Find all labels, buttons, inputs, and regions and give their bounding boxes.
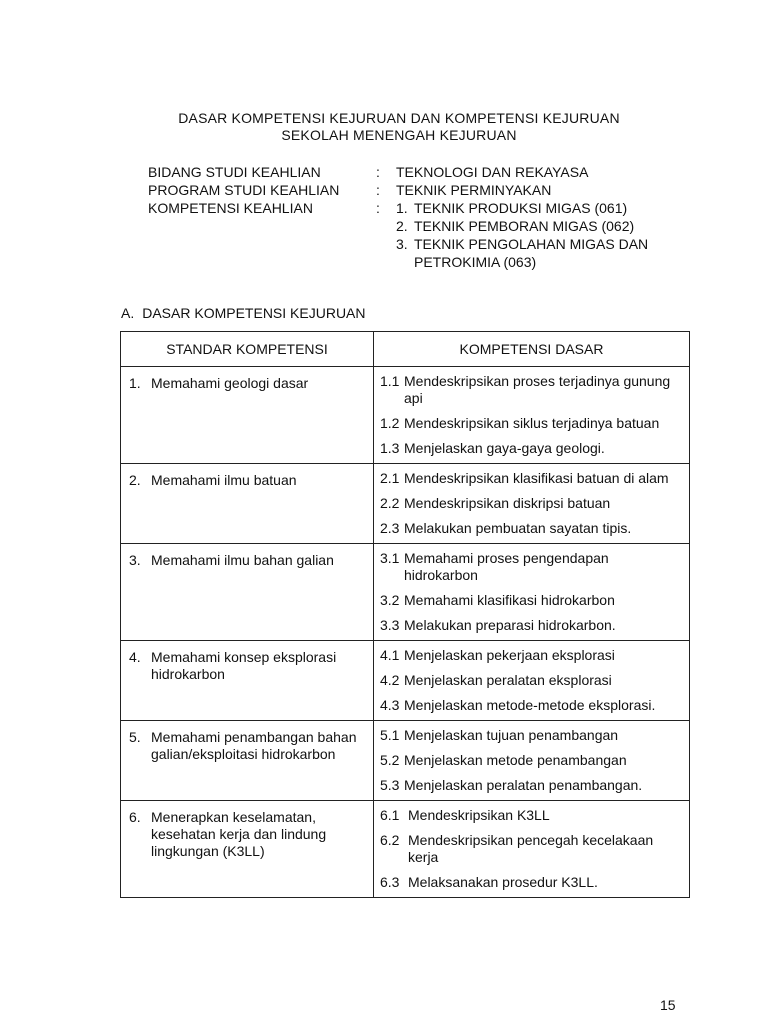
kompetensi-dasar-number: 1.3	[380, 440, 400, 456]
kompetensi-dasar-cell	[374, 367, 690, 464]
kompetensi-dasar-text: Menjelaskan metode penambangan	[404, 752, 627, 768]
table-row	[121, 464, 690, 544]
kompetensi-dasar-item	[380, 592, 683, 609]
kompetensi-dasar-item	[380, 752, 683, 769]
kompetensi-dasar-text: Mendeskripsikan klasifikasi batuan di alam	[404, 470, 669, 486]
document-title-line-1: DASAR KOMPETENSI KEJURUAN DAN KOMPETENSI KEJURUAN	[178, 110, 620, 126]
kompetensi-dasar-item	[380, 495, 683, 512]
standar-kompetensi-item	[129, 552, 367, 569]
kompetensi-dasar-item	[380, 550, 683, 584]
kompetensi-item-text: TEKNIK PEMBORAN MIGAS (062)	[414, 218, 635, 234]
table-row	[121, 801, 690, 898]
kompetensi-dasar-number: 6.3	[380, 874, 400, 890]
kompetensi-item-num: 1.	[396, 200, 408, 216]
table-row	[121, 367, 690, 464]
kompetensi-dasar-number: 2.3	[380, 520, 400, 536]
kompetensi-dasar-item	[380, 470, 683, 487]
standar-kompetensi-cell	[121, 641, 374, 721]
standar-kompetensi-cell	[121, 464, 374, 544]
kompetensi-dasar-text: Menjelaskan pekerjaan eksplorasi	[404, 647, 615, 663]
kompetensi-dasar-number: 4.1	[380, 647, 400, 663]
page-number: 15	[660, 997, 676, 1013]
kompetensi-dasar-cell	[374, 641, 690, 721]
kompetensi-dasar-text: Melakukan pembuatan sayatan tipis.	[404, 520, 632, 536]
section-heading	[121, 305, 366, 321]
kompetensi-dasar-number: 1.2	[380, 415, 400, 431]
section-title: DASAR KOMPETENSI KEJURUAN	[142, 305, 366, 321]
kompetensi-dasar-text: Mendeskripsikan pencegah kecelakaan kerja	[408, 832, 654, 865]
standar-kompetensi-number: 4.	[129, 649, 141, 665]
table-header-row	[121, 332, 690, 367]
kompetensi-item-continuation: PETROKIMIA (063)	[414, 254, 537, 270]
kompetensi-dasar-number: 5.3	[380, 777, 400, 793]
kompetensi-dasar-number: 2.1	[380, 470, 400, 486]
kompetensi-dasar-item	[380, 697, 683, 714]
standar-kompetensi-text: Memahami penambangan bahan galian/eksploitasi hidrokarbon	[151, 729, 357, 762]
kompetensi-dasar-cell	[374, 464, 690, 544]
standar-kompetensi-cell	[121, 544, 374, 641]
standar-kompetensi-number: 2.	[129, 472, 141, 488]
kompetensi-dasar-text: Menjelaskan peralatan eksplorasi	[404, 672, 612, 688]
kompetensi-dasar-item	[380, 415, 683, 432]
kompetensi-dasar-item	[380, 440, 683, 457]
standar-kompetensi-cell	[121, 721, 374, 801]
kompetensi-dasar-item	[380, 807, 683, 824]
kompetensi-dasar-number: 6.2	[380, 832, 400, 848]
kompetensi-dasar-item	[380, 874, 683, 891]
kompetensi-dasar-item	[380, 520, 683, 537]
kompetensi-item-num: 2.	[396, 218, 408, 234]
table-row	[121, 544, 690, 641]
colon: :	[376, 200, 380, 216]
header-kompetensi-dasar: KOMPETENSI DASAR	[374, 332, 690, 367]
kompetensi-dasar-text: Mendeskripsikan proses terjadinya gunung api	[404, 373, 671, 406]
kompetensi-dasar-number: 6.1	[380, 807, 400, 823]
section-letter: A.	[121, 305, 135, 321]
kompetensi-dasar-number: 3.1	[380, 550, 400, 566]
kompetensi-item-text: TEKNIK PENGOLAHAN MIGAS DAN	[414, 236, 649, 252]
kompetensi-dasar-item	[380, 727, 683, 744]
kompetensi-item-num: 3.	[396, 236, 408, 252]
table-body	[121, 367, 690, 898]
standar-kompetensi-item	[129, 729, 367, 763]
colon: :	[376, 182, 380, 198]
kompetensi-dasar-item	[380, 373, 683, 407]
standar-kompetensi-item	[129, 649, 367, 683]
kompetensi-dasar-text: Memahami proses pengendapan hidrokarbon	[404, 550, 609, 583]
kompetensi-dasar-item	[380, 832, 683, 866]
competency-table	[120, 331, 690, 898]
standar-kompetensi-item	[129, 375, 367, 392]
kompetensi-dasar-text: Melaksanakan prosedur K3LL.	[408, 874, 598, 890]
bidang-value: TEKNOLOGI DAN REKAYASA	[396, 164, 589, 180]
kompetensi-dasar-number: 3.3	[380, 617, 400, 633]
standar-kompetensi-number: 1.	[129, 375, 141, 391]
kompetensi-dasar-number: 1.1	[380, 373, 400, 389]
document-title-line-2: SEKOLAH MENENGAH KEJURUAN	[281, 127, 517, 143]
program-label: PROGRAM STUDI KEAHLIAN	[148, 182, 340, 198]
kompetensi-dasar-text: Memahami klasifikasi hidrokarbon	[404, 592, 615, 608]
kompetensi-label: KOMPETENSI KEAHLIAN	[148, 200, 313, 216]
kompetensi-dasar-text: Mendeskripsikan siklus terjadinya batuan	[404, 415, 660, 431]
standar-kompetensi-number: 3.	[129, 552, 141, 568]
standar-kompetensi-text: Menerapkan keselamatan, kesehatan kerja dan lindung lingkungan (K3LL)	[151, 809, 327, 859]
kompetensi-dasar-cell	[374, 721, 690, 801]
standar-kompetensi-number: 5.	[129, 729, 141, 745]
kompetensi-item-text: TEKNIK PRODUKSI MIGAS (061)	[414, 200, 628, 216]
program-value: TEKNIK PERMINYAKAN	[396, 182, 552, 198]
kompetensi-dasar-text: Menjelaskan gaya-gaya geologi.	[404, 440, 605, 456]
kompetensi-dasar-text: Menjelaskan tujuan penambangan	[404, 727, 619, 743]
kompetensi-dasar-text: Menjelaskan metode-metode eksplorasi.	[404, 697, 656, 713]
kompetensi-dasar-cell	[374, 544, 690, 641]
standar-kompetensi-item	[129, 809, 367, 860]
standar-kompetensi-text: Memahami ilmu batuan	[151, 472, 297, 488]
kompetensi-dasar-number: 5.2	[380, 752, 400, 768]
kompetensi-dasar-item	[380, 647, 683, 664]
standar-kompetensi-text: Memahami konsep eksplorasi hidrokarbon	[151, 649, 337, 682]
kompetensi-dasar-text: Mendeskripsikan K3LL	[408, 807, 550, 823]
kompetensi-dasar-item	[380, 777, 683, 794]
table-row	[121, 721, 690, 801]
standar-kompetensi-number: 6.	[129, 809, 141, 825]
kompetensi-dasar-number: 4.2	[380, 672, 400, 688]
bidang-label: BIDANG STUDI KEAHLIAN	[148, 164, 321, 180]
kompetensi-dasar-number: 2.2	[380, 495, 400, 511]
kompetensi-dasar-number: 3.2	[380, 592, 400, 608]
standar-kompetensi-text: Memahami geologi dasar	[151, 375, 309, 391]
kompetensi-dasar-item	[380, 672, 683, 689]
kompetensi-dasar-text: Menjelaskan peralatan penambangan.	[404, 777, 643, 793]
kompetensi-dasar-cell	[374, 801, 690, 898]
standar-kompetensi-item	[129, 472, 367, 489]
kompetensi-dasar-text: Melakukan preparasi hidrokarbon.	[404, 617, 616, 633]
kompetensi-dasar-number: 4.3	[380, 697, 400, 713]
table-row	[121, 641, 690, 721]
standar-kompetensi-cell	[121, 367, 374, 464]
colon: :	[376, 164, 380, 180]
kompetensi-dasar-text: Mendeskripsikan diskripsi batuan	[404, 495, 611, 511]
header-standar-kompetensi: STANDAR KOMPETENSI	[121, 332, 374, 367]
standar-kompetensi-text: Memahami ilmu bahan galian	[151, 552, 334, 568]
standar-kompetensi-cell	[121, 801, 374, 898]
kompetensi-dasar-item	[380, 617, 683, 634]
kompetensi-dasar-number: 5.1	[380, 727, 400, 743]
